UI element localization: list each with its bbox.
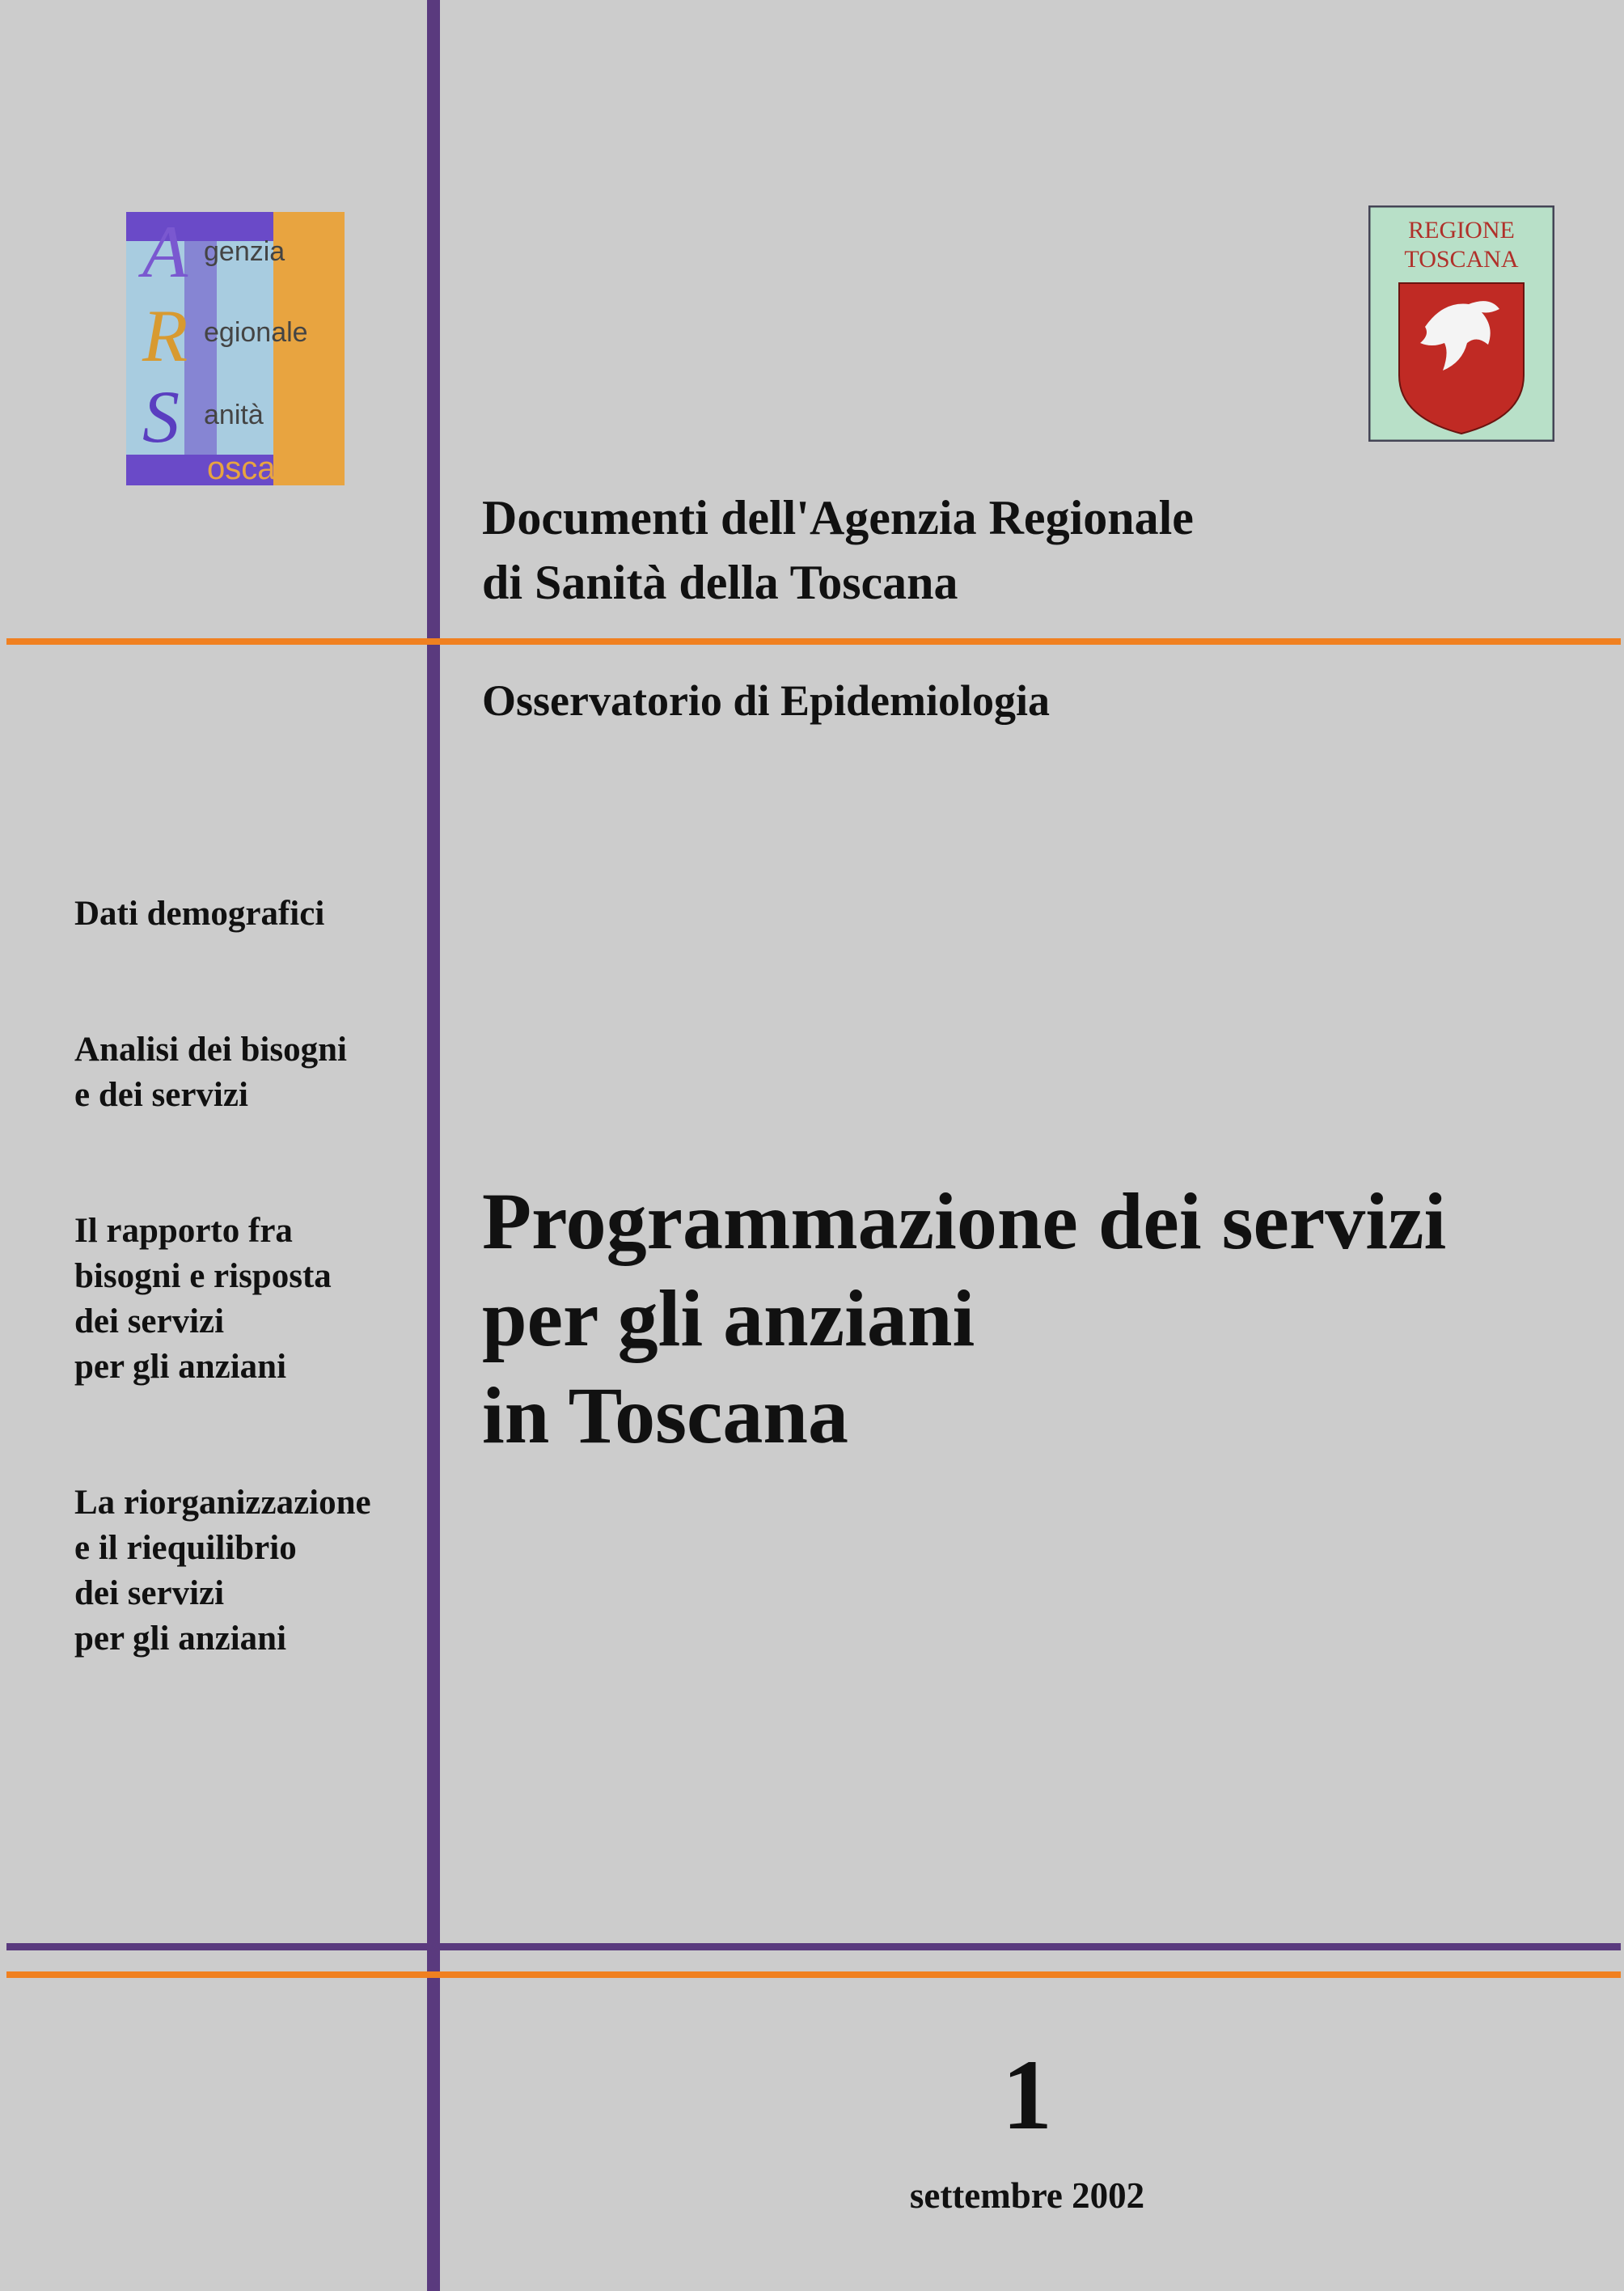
regione-logo-line2: TOSCANA <box>1404 246 1519 273</box>
topic-line: per gli anziani <box>74 1348 287 1386</box>
topic-line: Il rapporto fra <box>74 1212 293 1250</box>
main-title-line: per gli anziani <box>482 1273 975 1363</box>
purple-divider-bottom <box>6 1943 1621 1950</box>
series-title-line2: di Sanità della Toscana <box>482 556 958 609</box>
topic-section-needs-response <box>74 1209 422 1390</box>
ars-word-toscana: oscana <box>207 451 311 485</box>
topic-section-needs-analysis <box>74 1027 422 1118</box>
topic-line: dei servizi <box>74 1574 225 1612</box>
publication-series-title <box>482 485 1533 615</box>
topic-section-demographics <box>74 891 422 937</box>
main-title-line: in Toscana <box>482 1370 849 1460</box>
ars-logo <box>126 212 345 485</box>
series-title-line1: Documenti dell'Agenzia Regionale <box>482 491 1194 544</box>
ars-letter-r: R <box>142 294 188 377</box>
regione-toscana-emblem <box>1368 205 1554 442</box>
topic-line: Dati demografici <box>74 895 325 933</box>
document-main-title <box>482 1173 1598 1464</box>
topic-section-reorganization <box>74 1480 422 1662</box>
ars-letter-s: S <box>142 375 180 458</box>
issue-date: settembre 2002 <box>909 2175 1145 2216</box>
ars-word-regionale: egionale <box>204 317 308 348</box>
regione-toscana-logo <box>1368 205 1554 442</box>
ars-letter-a: A <box>142 212 188 293</box>
regione-logo-line1: REGIONE <box>1408 217 1515 243</box>
main-title-line: Programmazione dei servizi <box>482 1176 1447 1266</box>
ars-word-agenzia: genzia <box>204 236 285 267</box>
issue-number: 1 <box>1002 2039 1052 2150</box>
orange-divider-bottom <box>6 1971 1621 1978</box>
topic-line: Analisi dei bisogni <box>74 1031 347 1069</box>
topic-line: bisogni e risposta <box>74 1257 332 1295</box>
topic-line: e dei servizi <box>74 1076 248 1114</box>
topic-line: La riorganizzazione <box>74 1484 371 1522</box>
topic-line: dei servizi <box>74 1302 225 1340</box>
ars-logo-graphic <box>126 212 345 485</box>
observatory-subtitle: Osservatorio di Epidemiologia <box>482 676 1050 725</box>
orange-divider-top <box>6 638 1621 645</box>
topic-line: per gli anziani <box>74 1620 287 1658</box>
ars-word-sanita: anità <box>204 400 264 430</box>
topic-line: e il riequilibrio <box>74 1529 297 1567</box>
